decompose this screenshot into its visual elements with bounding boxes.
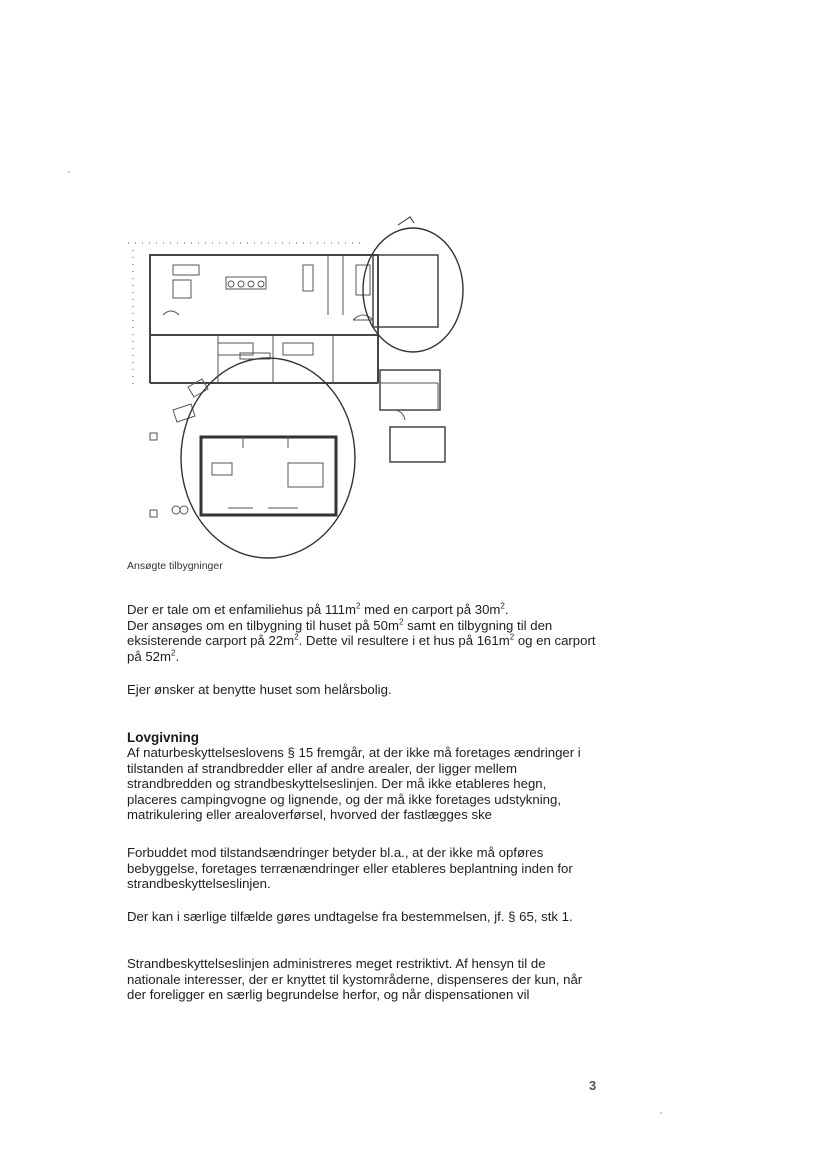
scan-speck [660, 1112, 662, 1114]
superscript: 2 [294, 632, 299, 642]
superscript: 2 [355, 601, 361, 611]
paragraph-text: Strandbeskyttelseslinjen administreres meget restriktivt. Af hensyn til de nationale interesser, der er knyttet til kystområderne, dispenseres der kun, når der foreligger en særlig begrundelse herfor, og når dispensationen vil [127, 956, 583, 1002]
text-fragment: . [504, 602, 509, 617]
paragraph-exception [127, 909, 597, 925]
paragraph-text: Ejer ønsker at benytte huset som helårsbolig. [127, 682, 392, 697]
page-number: 3 [589, 1078, 597, 1093]
superscript: 2 [500, 601, 505, 611]
superscript: 2 [171, 648, 176, 658]
figure-caption: Ansøgte tilbygninger [127, 560, 223, 572]
paragraph-use [127, 682, 597, 698]
superscript: 2 [509, 632, 515, 642]
paragraph-text: Forbuddet mod tilstandsændringer betyder bl.a., at der ikke må opføres bebyggelse, foretages terrænændringer eller etableres beplantning inden for strandbeskyttelseslinjen. [127, 845, 573, 891]
new-extension-outline [150, 379, 336, 517]
paragraph-text: Af naturbeskyttelseslovens § 15 fremgår, at der ikke må foretages ændringer i tilstanden af strandbredder eller af andre arealer, der ligger mellem strandbredden og strandbeskyttelseslinjen. Der må ikke etableres hegn, placeres campingvogne og lignende, og der må ikke foretages udstykning, matrikulering eller arealoverførsel, hvorved der fastlægges ske [127, 745, 581, 822]
paragraph-text: Der kan i særlige tilfælde gøres undtagelse fra bestemmelsen, jf. § 65, stk 1. [127, 909, 573, 924]
section-heading: Lovgivning [127, 730, 199, 745]
text-fragment: med en carport på 30m [360, 602, 501, 617]
text-fragment: Der er tale om et enfamiliehus på 111m [127, 602, 356, 617]
text-fragment: samt en tilbygning til den eksisterende carport på 22m [127, 617, 553, 648]
carport-structure [373, 255, 445, 462]
paragraph-prohibition [127, 845, 597, 892]
scan-speck [68, 171, 70, 173]
text-fragment: og en carport på 52m [127, 633, 596, 664]
paragraph-administration [127, 956, 597, 1003]
text-fragment: . [175, 648, 180, 664]
superscript: 2 [398, 617, 404, 627]
paragraph-law [127, 745, 597, 823]
floor-plan-drawing [128, 205, 473, 565]
text-fragment: . Dette vil resultere i et hus på 161m [298, 633, 510, 648]
text-fragment: Der ansøges om en tilbygning til huset på 50m [127, 617, 399, 633]
existing-house-outline [150, 255, 378, 383]
paragraph-area [127, 602, 597, 664]
